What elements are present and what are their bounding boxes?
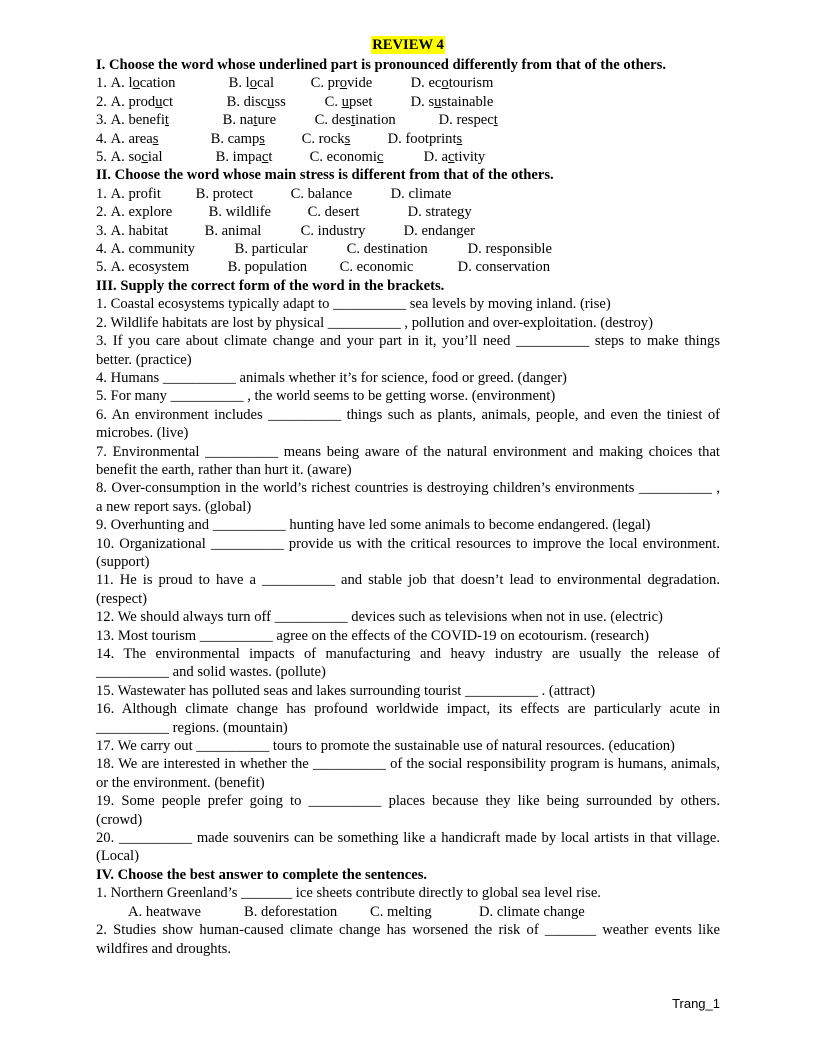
answer-option: D. strategy	[407, 204, 472, 221]
pronunciation-question	[96, 130, 720, 148]
option-text: C. rock	[301, 130, 345, 147]
option-text: A. l	[110, 75, 133, 92]
underlined-letter: o	[132, 75, 140, 92]
answer-option: A. profit	[110, 185, 161, 202]
option-text: C. des	[314, 112, 352, 129]
answer-option: C. industry	[300, 222, 366, 239]
answer-option: A. habitat	[110, 222, 169, 239]
answer-option: B. wildlife	[208, 204, 272, 221]
answer-option: D. conservation	[457, 259, 551, 276]
option-text: ure	[257, 112, 277, 129]
option-text: A. prod	[110, 93, 156, 110]
question-number: 3.	[96, 112, 107, 129]
underlined-letter: u	[155, 93, 163, 110]
option-text: B. impa	[215, 149, 262, 166]
underlined-letter: c	[261, 149, 269, 166]
option-text: B. na	[222, 112, 254, 129]
answer-option: A. heatwave	[128, 903, 201, 920]
stress-question	[96, 240, 720, 258]
answer-option: C. economic	[339, 259, 414, 276]
answer-option: A. explore	[110, 204, 173, 221]
word-form-question: 16. Although climate change has profound worldwide impact, its effects are particularly acute in __________ regions. (mountain)	[96, 701, 720, 736]
answer-option	[223, 111, 315, 129]
answer-option	[111, 93, 227, 111]
answer-option: A. ecosystem	[110, 259, 190, 276]
option-text: B. disc	[226, 93, 268, 110]
answer-option	[315, 111, 439, 129]
underlined-letter: u	[267, 93, 275, 110]
option-text: ination	[355, 112, 396, 129]
pronunciation-question	[96, 148, 720, 166]
worksheet-page	[96, 36, 720, 958]
answer-option: C. melting	[370, 903, 432, 920]
question-number: 5.	[96, 259, 107, 276]
answer-option: A. community	[110, 241, 195, 258]
word-form-question: 20. __________ made souvenirs can be something like a handicraft made by local artists in that village. (Local)	[96, 830, 720, 865]
word-form-question: 1. Coastal ecosystems typically adapt to __________ sea levels by moving inland. (rise)	[96, 296, 611, 313]
underlined-letter: c	[141, 149, 148, 166]
answer-option	[227, 93, 325, 111]
answer-option	[211, 130, 302, 148]
underlined-letter: c	[376, 149, 384, 166]
underlined-letter: t	[253, 112, 258, 129]
question-number: 2.	[96, 204, 107, 221]
underlined-letter: o	[441, 75, 449, 92]
option-text: ial	[147, 149, 163, 166]
pronunciation-question	[96, 111, 720, 129]
page-number: Trang_1	[672, 996, 720, 1011]
option-text: tivity	[454, 149, 486, 166]
option-text: ct	[162, 93, 174, 110]
option-text: A. area	[110, 130, 153, 147]
underlined-letter: s	[456, 130, 463, 147]
question-text: 2. Studies show human-caused climate change has worsened the risk of _______ weather events like wildfires and droughts.	[96, 922, 720, 957]
word-form-question: 3. If you care about climate change and your part in it, you’ll need __________ steps to make things better. (practice)	[96, 333, 720, 368]
answer-option	[311, 74, 411, 92]
question-number: 5.	[96, 149, 107, 166]
answer-option: D. endanger	[403, 222, 475, 239]
question-number: 1.	[96, 185, 107, 202]
stress-question	[96, 185, 720, 203]
underlined-letter: c	[447, 149, 455, 166]
answer-option	[302, 130, 388, 148]
section-2-list	[96, 185, 720, 277]
section-1-heading: I. Choose the word whose underlined part is pronounced differently from that of the others.	[96, 57, 666, 73]
question-number: 4.	[96, 130, 107, 147]
section-2-heading: II. Choose the word whose main stress is different from that of the others.	[96, 167, 554, 184]
option-text: ss	[274, 93, 286, 110]
section-3-heading: III. Supply the correct form of the word in the brackets.	[96, 277, 445, 294]
option-text: B. l	[228, 75, 250, 92]
page-title: REVIEW 4	[372, 37, 444, 53]
underlined-letter: o	[249, 75, 257, 92]
answer-option: B. particular	[234, 241, 308, 258]
answer-option	[111, 74, 229, 92]
answer-option	[411, 74, 494, 92]
underlined-letter: t	[164, 112, 169, 129]
question-number: 2.	[96, 93, 107, 110]
underlined-letter: o	[339, 75, 348, 92]
question-number: 4.	[96, 241, 107, 258]
option-text: pset	[348, 93, 373, 110]
answer-option: B. protect	[195, 185, 254, 202]
word-form-question: 11. He is proud to have a __________ and stable job that doesn’t lead to environmental degradation. (respect)	[96, 572, 720, 607]
answer-options	[96, 903, 720, 921]
word-form-question: 12. We should always turn off __________ devices such as televisions when not in use. (electric)	[96, 609, 663, 626]
answer-option	[439, 111, 498, 129]
option-text: tourism	[448, 75, 494, 92]
word-form-question: 2. Wildlife habitats are lost by physical __________ , pollution and over-exploitation. (destroy)	[96, 314, 653, 331]
option-text: C. economi	[309, 149, 377, 166]
answer-option	[111, 111, 223, 129]
underlined-letter: u	[341, 93, 349, 110]
word-form-question: 5. For many __________ , the world seems to be getting worse. (environment)	[96, 388, 556, 405]
answer-option: C. destination	[346, 241, 428, 258]
answer-option	[424, 148, 486, 166]
pronunciation-question	[96, 74, 720, 92]
stress-question	[96, 203, 720, 221]
answer-option: C. balance	[290, 185, 353, 202]
answer-option: B. animal	[204, 222, 262, 239]
option-text: D. ec	[410, 75, 442, 92]
option-text: cal	[257, 75, 275, 92]
word-form-question: 13. Most tourism __________ agree on the effects of the COVID-19 on ecotourism. (research)	[96, 627, 649, 644]
option-text: D. footprint	[387, 130, 457, 147]
pronunciation-question	[96, 93, 720, 111]
answer-option: B. deforestation	[244, 903, 338, 920]
answer-option	[411, 93, 494, 111]
option-text: C.	[324, 93, 342, 110]
word-form-question: 6. An environment includes __________ things such as plants, animals, people, and even the tiniest of microbes. (live)	[96, 406, 720, 442]
answer-option	[229, 74, 311, 92]
answer-option	[111, 130, 211, 148]
section-4-heading: IV. Choose the best answer to complete the sentences.	[96, 866, 428, 883]
answer-option: C. desert	[307, 204, 360, 221]
answer-option	[216, 148, 310, 166]
stress-question	[96, 258, 720, 276]
word-form-question: 4. Humans __________ animals whether it’s for science, food or greed. (danger)	[96, 369, 567, 386]
word-form-question: 10. Organizational __________ provide us with the critical resources to improve the local environment. (support)	[96, 535, 720, 570]
answer-option	[325, 93, 411, 111]
question-number: 1.	[96, 75, 107, 92]
option-text: D. s	[410, 93, 435, 110]
word-form-question: 19. Some people prefer going to __________ places because they like being surrounded by others. (crowd)	[96, 793, 720, 828]
answer-option: D. climate change	[479, 903, 585, 920]
word-form-question: 9. Overhunting and __________ hunting have led some animals to become endangered. (legal)	[96, 517, 651, 534]
underlined-letter: s	[344, 130, 351, 147]
underlined-letter: t	[493, 112, 498, 129]
option-text: C. pr	[310, 75, 340, 92]
stress-question	[96, 222, 720, 240]
option-text: vide	[347, 75, 373, 92]
question-number: 3.	[96, 222, 107, 239]
answer-option: B. population	[227, 259, 308, 276]
option-text: stainable	[441, 93, 494, 110]
option-text: A. so	[110, 149, 142, 166]
section-3-list	[96, 295, 720, 866]
word-form-question: 8. Over-consumption in the world’s richest countries is destroying children’s environments __________ , a new report says. (global)	[96, 480, 720, 515]
word-form-question: 15. Wastewater has polluted seas and lakes surrounding tourist __________ . (attract)	[96, 682, 596, 699]
option-text: t	[268, 149, 273, 166]
answer-option: D. responsible	[467, 241, 552, 258]
underlined-letter: t	[351, 112, 356, 129]
underlined-letter: s	[259, 130, 265, 147]
question-text: 1. Northern Greenland’s _______ ice sheets contribute directly to global sea level rise.	[96, 885, 601, 902]
option-text: D. respec	[438, 112, 494, 129]
answer-option: D. climate	[390, 185, 452, 202]
underlined-letter: u	[434, 93, 442, 110]
word-form-question: 18. We are interested in whether the __________ of the social responsibility program is humans, animals, or the environment. (benefit)	[96, 756, 720, 791]
word-form-question: 17. We carry out __________ tours to promote the sustainable use of natural resources. (education)	[96, 738, 675, 755]
option-text: B. camp	[210, 130, 260, 147]
word-form-question: 7. Environmental __________ means being aware of the natural environment and making choices that benefit the earth, rather than hurt it. (aware)	[96, 443, 720, 478]
answer-option	[111, 148, 216, 166]
option-text: cation	[139, 75, 176, 92]
section-1-list	[96, 74, 720, 166]
answer-option	[388, 130, 463, 148]
underlined-letter: s	[152, 130, 159, 147]
word-form-question: 14. The environmental impacts of manufacturing and heavy industry are usually the release of __________ and solid wastes. (pollute)	[96, 646, 720, 681]
option-text: D. a	[423, 149, 448, 166]
answer-option	[310, 148, 424, 166]
option-text: A. benefi	[110, 112, 165, 129]
